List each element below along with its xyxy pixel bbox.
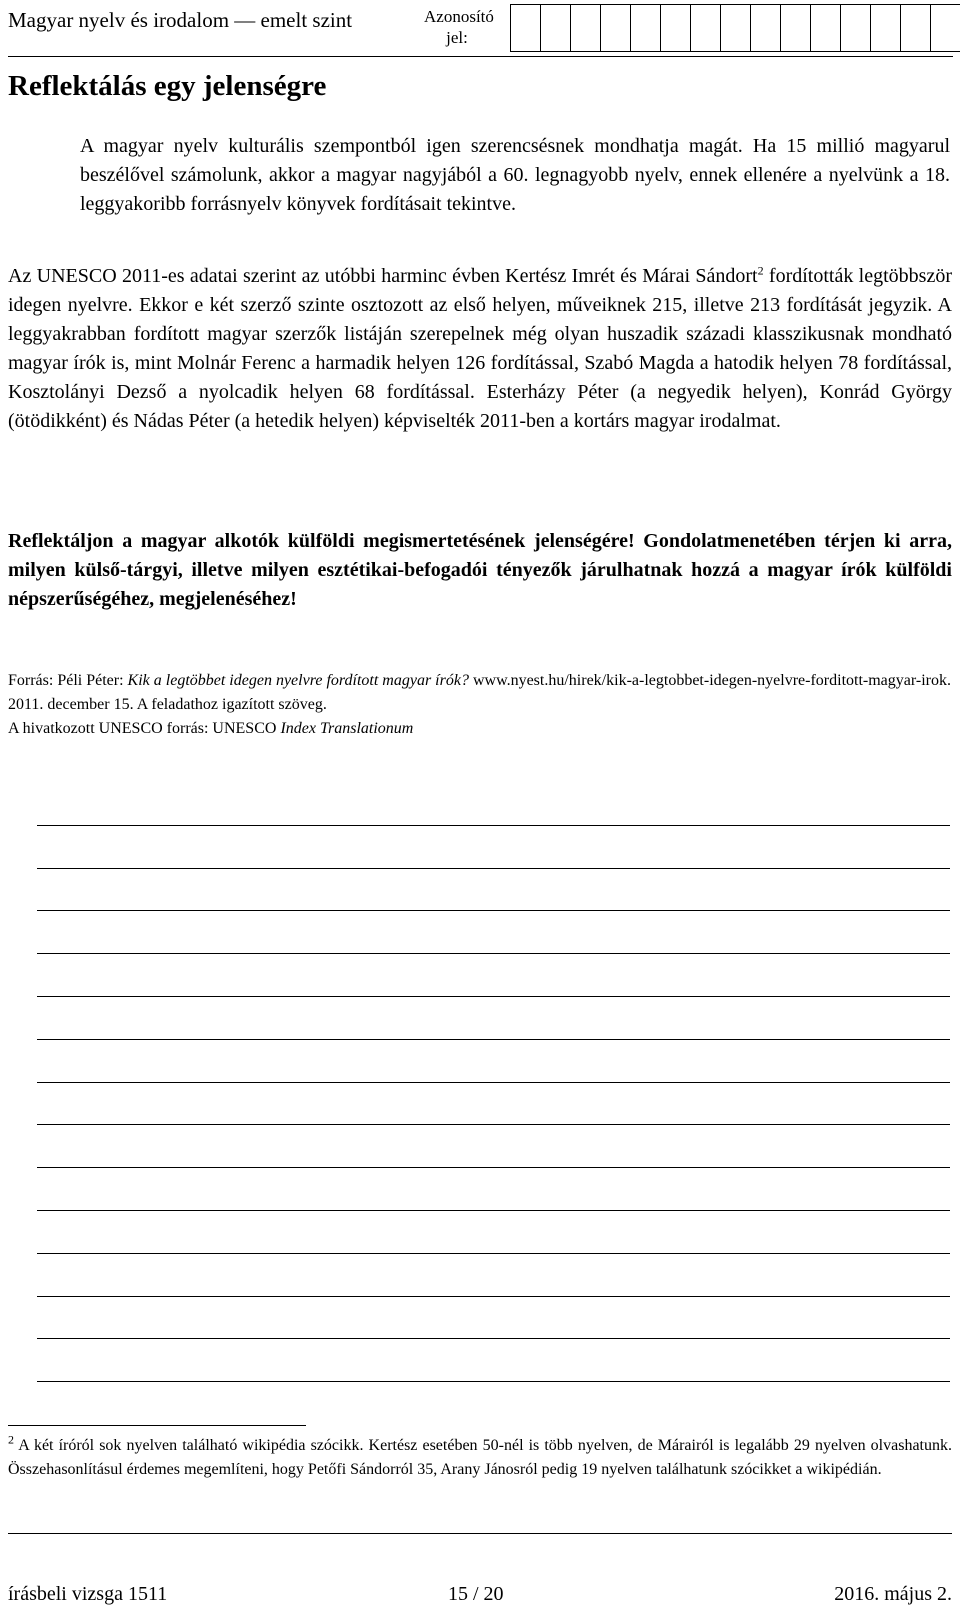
answer-line[interactable] xyxy=(37,1083,950,1126)
answer-line[interactable] xyxy=(37,1297,950,1340)
footnote-divider xyxy=(8,1425,306,1426)
id-box[interactable] xyxy=(600,4,631,52)
footer-date: 2016. május 2. xyxy=(834,1583,952,1605)
id-box[interactable] xyxy=(510,4,541,52)
id-box[interactable] xyxy=(690,4,721,52)
id-box[interactable] xyxy=(540,4,571,52)
source-title: Kik a legtöbbet idegen nyelvre fordított magyar írók? xyxy=(127,672,469,689)
task-question: Reflektáljon a magyar alkotók külföldi megismertetésének jelenségére! Gondolatmenetében térjen ki arra, milyen külső-tárgyi, illetve milyen esztétikai-befogadói tényezők járulhatnak hozzá a magyar írók külföldi népszerűségéhez, megjelenéséhez! xyxy=(8,530,952,610)
answer-line[interactable] xyxy=(37,997,950,1040)
answer-line[interactable] xyxy=(37,826,950,869)
reference-prefix: A hivatkozott UNESCO forrás: UNESCO xyxy=(8,720,281,737)
answer-line[interactable] xyxy=(37,954,950,997)
reference-line xyxy=(8,717,952,741)
unesco-paragraph xyxy=(8,262,952,436)
source-line xyxy=(8,669,952,717)
footnote xyxy=(8,1434,952,1482)
footer-exam: írásbeli vizsga 1511 xyxy=(8,1583,168,1605)
id-label xyxy=(424,6,494,48)
source-citation xyxy=(8,669,952,741)
id-box[interactable] xyxy=(660,4,691,52)
footnote-number: 2 xyxy=(8,1432,14,1447)
answer-line[interactable] xyxy=(37,1125,950,1168)
header-title: Magyar nyelv és irodalom — emelt szint xyxy=(8,8,353,32)
unesco-paragraph-rest: fordították legtöbbször idegen nyelvre. Ekkor e két szerző szinte osztozott az első helyen, műveiknek 215, illetve 213 fordítását jegyzik. A leggyakrabban fordított magyar szerzők listáján szerepelnek még olyan huszadik századi klasszikusnak mondható magyar írók is, mint Molnár Ferenc a harmadik helyen 126 fordítással, Szabó Magda a hatodik helyen 78 fordítással, Kosztolányi Dezső a nyolcadik helyen 68 fordítással. Esterházy Péter (a negyedik helyen), Konrád György (ötödikként) és Nádas Péter (a hetedik helyen) képviselték 2011-ben a kortárs magyar irodalmat. xyxy=(8,265,952,432)
footer-page-number: 15 / 20 xyxy=(448,1583,504,1605)
footnote-text: A két íróról sok nyelven található wikipédia szócikk. Kertész esetében 50-nél is több nyelven, de Márairól is legalább 29 nyelven olvashatunk. Összehasonlításul érdemes megemlíteni, hogy Petőfi Sándorról 35, Arany Jánosról pedig 19 nyelven találhatunk szócikket a wikipédián. xyxy=(8,1437,952,1478)
id-box[interactable] xyxy=(630,4,661,52)
id-box[interactable] xyxy=(720,4,751,52)
footnote-marker: 2 xyxy=(757,263,764,278)
header-divider xyxy=(8,56,953,57)
id-box[interactable] xyxy=(840,4,871,52)
intro-paragraph: A magyar nyelv kulturális szempontból igen szerencsésnek mondhatja magát. Ha 15 millió magyarul beszélővel számolunk, akkor a magyar nagyjából a 60. legnagyobb nyelv, ennek ellenére a nyelvünk a 18. leggyakoribb forrásnyelv könyvek fordításait tekintve. xyxy=(80,135,950,215)
answer-line[interactable] xyxy=(37,1040,950,1083)
id-box[interactable] xyxy=(870,4,901,52)
id-box[interactable] xyxy=(780,4,811,52)
answer-line[interactable] xyxy=(37,869,950,912)
answer-line[interactable] xyxy=(37,1254,950,1297)
answer-line[interactable] xyxy=(37,783,950,826)
task-title: Reflektálás egy jelenségre xyxy=(8,70,327,102)
id-box[interactable] xyxy=(900,4,931,52)
id-label-line1: Azonosító xyxy=(424,7,494,26)
id-boxes xyxy=(510,4,960,52)
answer-line[interactable] xyxy=(37,911,950,954)
id-box[interactable] xyxy=(570,4,601,52)
id-box[interactable] xyxy=(810,4,841,52)
id-label-line2: jel: xyxy=(446,28,468,47)
source-rest: www.nyest.hu/hirek/kik-a-legtobbet-idegen-nyelvre-forditott-magyar-irok. 2011. december 15. A feladathoz igazított szöveg. xyxy=(8,672,951,713)
footer-divider xyxy=(8,1533,952,1534)
unesco-paragraph-start: Az UNESCO 2011-es adatai szerint az utóbbi harminc évben Kertész Imrét és Márai Sándort xyxy=(8,265,758,287)
answer-line[interactable] xyxy=(37,1211,950,1254)
answer-line[interactable] xyxy=(37,1339,950,1382)
answer-line[interactable] xyxy=(37,1168,950,1211)
answer-lines xyxy=(37,783,950,1382)
reference-title: Index Translationum xyxy=(280,720,414,737)
source-prefix: Forrás: Péli Péter: xyxy=(8,672,128,689)
id-box[interactable] xyxy=(750,4,781,52)
id-box[interactable] xyxy=(930,4,960,52)
